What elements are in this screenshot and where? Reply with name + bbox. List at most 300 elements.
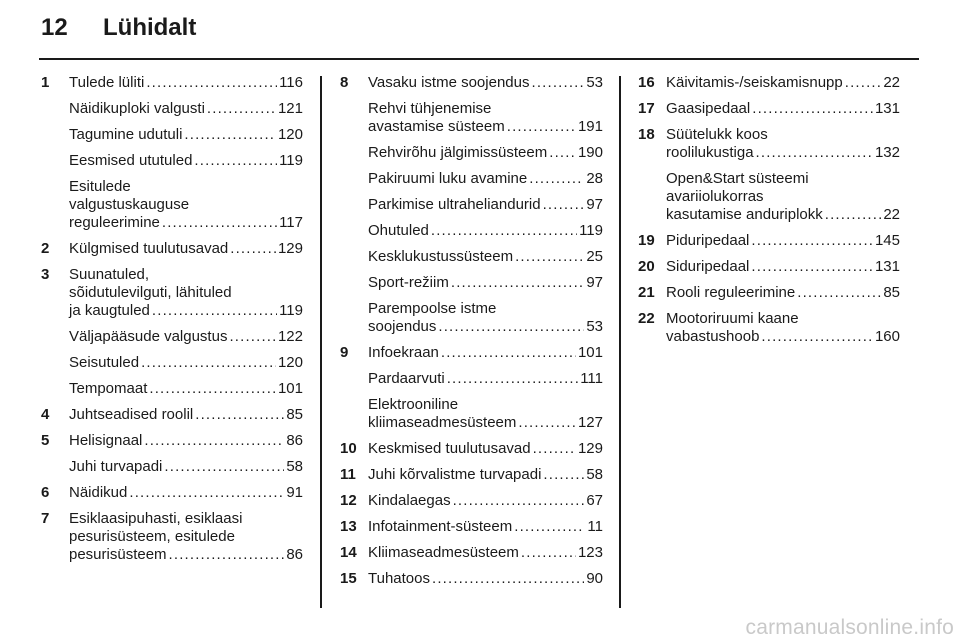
entry-number: 6 [41,484,50,501]
index-entry[interactable] [340,370,603,388]
entry-number [41,152,69,170]
page-reference[interactable]: 97 [586,196,603,213]
entry-number [340,144,368,162]
entry-number [41,100,69,118]
page-reference[interactable]: 191 [577,118,603,135]
dot-leader [752,100,873,118]
page-reference[interactable]: 129 [277,240,303,257]
header-rule [39,58,919,60]
page-reference[interactable]: 117 [279,214,303,231]
entry-label: Käivitamis-/seiskamisnupp [666,74,843,91]
entry-label: Gaasipedaal [666,100,751,117]
entry-last-line [368,318,603,336]
entry-body [666,284,900,302]
page-reference[interactable]: 120 [277,354,303,371]
entry-last-line [368,492,603,510]
entry-body [69,484,303,502]
entry-last-line [69,152,303,170]
page-number: 12 [41,14,68,41]
entry-label: Juhi turvapadi [69,458,163,475]
page-reference[interactable]: 90 [586,570,603,587]
entry-number: 5 [41,432,50,449]
entry-last-line [69,302,303,320]
entry-last-line [368,74,603,92]
page-reference[interactable]: 28 [586,170,603,187]
entry-last-line [368,144,603,162]
index-entry[interactable] [41,354,303,372]
dot-leader [129,484,284,502]
entry-body [368,196,603,214]
index-entry[interactable] [41,100,303,118]
index-entry[interactable] [340,100,603,136]
entry-last-line [69,240,303,258]
page-reference[interactable]: 85 [883,284,900,301]
page-reference[interactable]: 145 [874,232,900,249]
page-reference[interactable]: 53 [586,318,603,335]
entry-number: 8 [340,74,349,91]
dot-leader [146,74,277,92]
dot-leader [438,318,584,336]
index-entry[interactable] [340,492,603,510]
entry-number: 14 [340,544,357,561]
dot-leader [431,222,577,240]
dot-leader [194,152,277,170]
entry-number [41,380,69,398]
index-entry[interactable] [638,310,900,346]
entry-number [340,370,368,388]
index-entry[interactable] [41,74,303,92]
page-reference[interactable]: 22 [883,74,900,91]
page-reference[interactable]: 86 [286,432,303,449]
dot-leader [549,144,576,162]
entry-label: Juhtseadised roolil [69,406,194,423]
index-entry[interactable] [41,484,303,502]
entry-text-line: pesurisüsteem, esitulede [69,528,235,545]
index-entry[interactable] [340,274,603,292]
entry-label: Keskmised tuulutusavad [368,440,531,457]
page-reference[interactable]: 129 [577,440,603,457]
dot-leader [518,414,576,432]
entry-text-line: Suunatuled, [69,266,150,283]
index-entry[interactable] [638,100,900,118]
dot-leader [169,546,285,564]
index-entry[interactable] [340,396,603,432]
page-reference[interactable]: 101 [577,344,603,361]
index-entry[interactable] [41,458,303,476]
entry-last-line [666,74,900,92]
entry-label: Külgmised tuulutusavad [69,240,229,257]
index-entry[interactable] [41,178,303,232]
entry-label: Ohutuled [368,222,429,239]
index-entry[interactable] [638,258,900,276]
page-reference[interactable]: 58 [286,458,303,475]
dot-leader [543,196,585,214]
entry-number [340,248,368,266]
entry-number [340,396,368,432]
entry-body [368,544,603,562]
entry-text-line: Süütelukk koos [666,126,768,143]
index-entry[interactable] [638,170,900,224]
page-reference[interactable]: 22 [883,206,900,223]
entry-body [368,396,603,432]
dot-leader [543,466,584,484]
entry-body [368,440,603,458]
dot-leader [149,380,276,398]
entry-text-line: Open&Start süsteemi [666,170,809,187]
index-entry[interactable] [41,152,303,170]
entry-last-line [666,258,900,276]
page-reference[interactable]: 131 [874,258,900,275]
dot-leader [453,492,585,510]
watermark: carmanualsonline.info [745,616,954,639]
dot-leader [144,432,284,450]
dot-leader [507,118,576,136]
entry-body [368,570,603,588]
entry-body [666,170,900,224]
entry-number [340,300,368,336]
page-reference[interactable]: 119 [579,222,603,239]
entry-label: Näidikud [69,484,128,501]
entry-number [340,274,368,292]
dot-leader [751,258,873,276]
index-entry[interactable] [638,284,900,302]
entry-text-line: valgustuskauguse [69,196,190,213]
entry-label: Tulede lüliti [69,74,145,91]
entry-label: pesurisüsteem [69,546,167,563]
entry-label: Näidikuploki valgusti [69,100,205,117]
dot-leader [845,74,882,92]
index-entry[interactable] [340,344,603,362]
entry-last-line [666,100,900,118]
entry-label: reguleerimine [69,214,160,231]
page-reference[interactable]: 119 [279,302,303,319]
entry-last-line [368,344,603,362]
page-reference[interactable]: 127 [577,414,603,431]
page-reference[interactable]: 120 [277,126,303,143]
entry-text-line: sõidutulevilguti, lähituled [69,284,232,301]
entry-last-line [69,354,303,372]
entry-body [368,300,603,336]
dot-leader [152,302,277,320]
entry-body [666,126,900,162]
dot-leader [447,370,578,388]
entry-label: roolilukustiga [666,144,754,161]
index-entry[interactable] [638,232,900,250]
dot-leader [756,144,873,162]
entry-label: Juhi kõrvalistme turvapadi [368,466,542,483]
entry-text-line: Rehvi tühjenemise [368,100,492,117]
entry-number [638,170,666,224]
entry-text-line: Esiklaasipuhasti, esiklaasi [69,510,243,527]
entry-label: Siduripedaal [666,258,750,275]
entry-number: 1 [41,74,50,91]
entry-body [666,74,900,92]
entry-last-line [666,284,900,302]
entry-label: Kesklukustussüsteem [368,248,514,265]
entry-label: ja kaugtuled [69,302,150,319]
entry-text-line: Esitulede [69,178,131,195]
entry-last-line [368,170,603,188]
entry-body [69,510,303,564]
dot-leader [751,232,873,250]
index-entry[interactable] [41,266,303,320]
entry-label: Infoekraan [368,344,439,361]
entry-number: 21 [638,284,655,301]
entry-last-line [69,458,303,476]
index-entry[interactable] [340,300,603,336]
page-reference[interactable]: 53 [586,74,603,91]
entry-body [368,492,603,510]
entry-last-line [69,484,303,502]
entry-number [41,178,69,232]
index-entry[interactable] [638,74,900,92]
dot-leader [141,354,276,372]
page-reference[interactable]: 91 [286,484,303,501]
index-entry[interactable] [340,518,603,536]
page-reference[interactable]: 132 [874,144,900,161]
entry-body [69,406,303,424]
index-entry[interactable] [340,466,603,484]
page-title: Lühidalt [103,14,197,41]
page-reference[interactable]: 119 [279,152,303,169]
entry-label: Pardaarvuti [368,370,445,387]
entry-body [69,240,303,258]
entry-label: Vasaku istme soojendus [368,74,530,91]
entry-label: vabastushoob [666,328,760,345]
entry-body [368,466,603,484]
entry-number: 3 [41,266,50,283]
entry-body [69,458,303,476]
entry-body [69,354,303,372]
entry-last-line [69,406,303,424]
index-entry[interactable] [41,510,303,564]
entry-body [69,152,303,170]
index-entry[interactable] [340,248,603,266]
page-reference[interactable]: 121 [277,100,303,117]
index-column-3 [638,74,900,612]
page-reference[interactable]: 116 [279,74,303,91]
entry-body [666,310,900,346]
entry-last-line [69,100,303,118]
entry-last-line [69,126,303,144]
entry-body [666,232,900,250]
index-column-1 [41,74,303,612]
entry-label: Kindalaegas [368,492,451,509]
entry-number [340,196,368,214]
column-divider [619,76,621,608]
entry-body [368,144,603,162]
entry-label: Kliimaseadmesüsteem [368,544,519,561]
entry-number: 15 [340,570,357,587]
page-reference[interactable]: 11 [587,518,603,535]
index-entry[interactable] [638,126,900,162]
dot-leader [531,74,584,92]
entry-body [69,126,303,144]
dot-leader [533,440,576,458]
entry-body [666,100,900,118]
entry-body [368,222,603,240]
entry-text-line: Parempoolse istme [368,300,497,317]
index-entry[interactable] [41,406,303,424]
entry-last-line [69,432,303,450]
entry-number: 22 [638,310,655,327]
dot-leader [441,344,576,362]
entry-label: Parkimise ultraheliandurid [368,196,541,213]
index-entry[interactable] [340,440,603,458]
page-reference[interactable]: 67 [586,492,603,509]
dot-leader [825,206,882,224]
dot-leader [515,248,584,266]
entry-number: 12 [340,492,357,509]
entry-number: 20 [638,258,655,275]
page-reference[interactable]: 25 [586,248,603,265]
entry-last-line [368,274,603,292]
entry-last-line [368,544,603,562]
entry-label: Tagumine udutuli [69,126,183,143]
entry-last-line [368,440,603,458]
dot-leader [230,240,276,258]
entry-last-line [666,144,900,162]
entry-last-line [368,222,603,240]
index-entry[interactable] [41,328,303,346]
page-reference[interactable]: 122 [277,328,303,345]
page-reference[interactable]: 160 [874,328,900,345]
page-reference[interactable]: 123 [577,544,603,561]
entry-body [69,328,303,346]
page-reference[interactable]: 97 [586,274,603,291]
dot-leader [451,274,584,292]
index-entry[interactable] [340,170,603,188]
index-entry[interactable] [41,126,303,144]
dot-leader [797,284,881,302]
dot-leader [521,544,576,562]
entry-number: 16 [638,74,655,91]
page-reference[interactable]: 190 [577,144,603,161]
dot-leader [162,214,277,232]
entry-last-line [69,328,303,346]
page-reference[interactable]: 101 [277,380,303,397]
entry-body [368,100,603,136]
index-entry[interactable] [41,432,303,450]
entry-label: Rooli reguleerimine [666,284,796,301]
entry-body [69,380,303,398]
entry-number: 10 [340,440,357,457]
entry-label: soojendus [368,318,437,335]
entry-number [41,458,69,476]
page-reference[interactable]: 86 [286,546,303,563]
entry-label: kasutamise anduriplokk [666,206,823,223]
entry-number: 19 [638,232,655,249]
entry-body [69,74,303,92]
entry-number: 17 [638,100,655,117]
entry-body [368,170,603,188]
entry-label: Väljapääsude valgustus [69,328,228,345]
dot-leader [761,328,873,346]
entry-last-line [368,466,603,484]
entry-body [368,370,603,388]
entry-label: Eesmised ututuled [69,152,193,169]
entry-label: Helisignaal [69,432,143,449]
entry-text-line: avariiolukorras [666,188,764,205]
entry-body [69,178,303,232]
index-entry[interactable] [340,222,603,240]
entry-number [340,170,368,188]
entry-number: 9 [340,344,349,361]
entry-last-line [368,414,603,432]
dot-leader [529,170,584,188]
dot-leader [207,100,276,118]
entry-body [368,518,603,536]
entry-body [368,248,603,266]
dot-leader [514,518,585,536]
entry-number [41,354,69,372]
entry-last-line [368,118,603,136]
index-column-2 [340,74,603,612]
entry-label: Seisutuled [69,354,140,371]
index-entry[interactable] [340,196,603,214]
entry-number [340,100,368,136]
entry-label: Tempomaat [69,380,148,397]
entry-body [368,274,603,292]
entry-number [41,328,69,346]
index-entry[interactable] [340,74,603,92]
page-reference[interactable]: 85 [286,406,303,423]
page-reference[interactable]: 58 [586,466,603,483]
entry-number: 11 [340,466,356,483]
entry-body [69,100,303,118]
index-entry[interactable] [41,380,303,398]
entry-number: 13 [340,518,357,535]
entry-last-line [666,232,900,250]
entry-last-line [368,570,603,588]
entry-label: kliimaseadmesüsteem [368,414,517,431]
entry-number: 18 [638,126,655,143]
entry-last-line [666,328,900,346]
page-header [41,14,196,54]
entry-last-line [368,518,603,536]
entry-number [340,222,368,240]
entry-label: Infotainment-süsteem [368,518,513,535]
entry-label: Tuhatoos [368,570,430,587]
entry-last-line [69,546,303,564]
entry-last-line [368,370,603,388]
page-reference[interactable]: 131 [874,100,900,117]
index-entry[interactable] [340,144,603,162]
entry-label: Rehvirõhu jälgimissüsteem [368,144,548,161]
entry-last-line [368,248,603,266]
entry-label: Sport-režiim [368,274,449,291]
entry-number [41,126,69,144]
index-entry[interactable] [41,240,303,258]
entry-number: 2 [41,240,50,257]
entry-number: 7 [41,510,50,527]
entry-text-line: Mootoriruumi kaane [666,310,799,327]
page-reference[interactable]: 111 [580,370,603,387]
dot-leader [195,406,284,424]
entry-body [368,74,603,92]
entry-last-line [69,74,303,92]
column-divider [320,76,322,608]
entry-last-line [368,196,603,214]
index-entry[interactable] [340,570,603,588]
entry-label: avastamise süsteem [368,118,505,135]
index-entry[interactable] [340,544,603,562]
entry-last-line [666,206,900,224]
entry-last-line [69,380,303,398]
entry-body [69,266,303,320]
entry-body [666,258,900,276]
entry-text-line: Elektrooniline [368,396,459,413]
